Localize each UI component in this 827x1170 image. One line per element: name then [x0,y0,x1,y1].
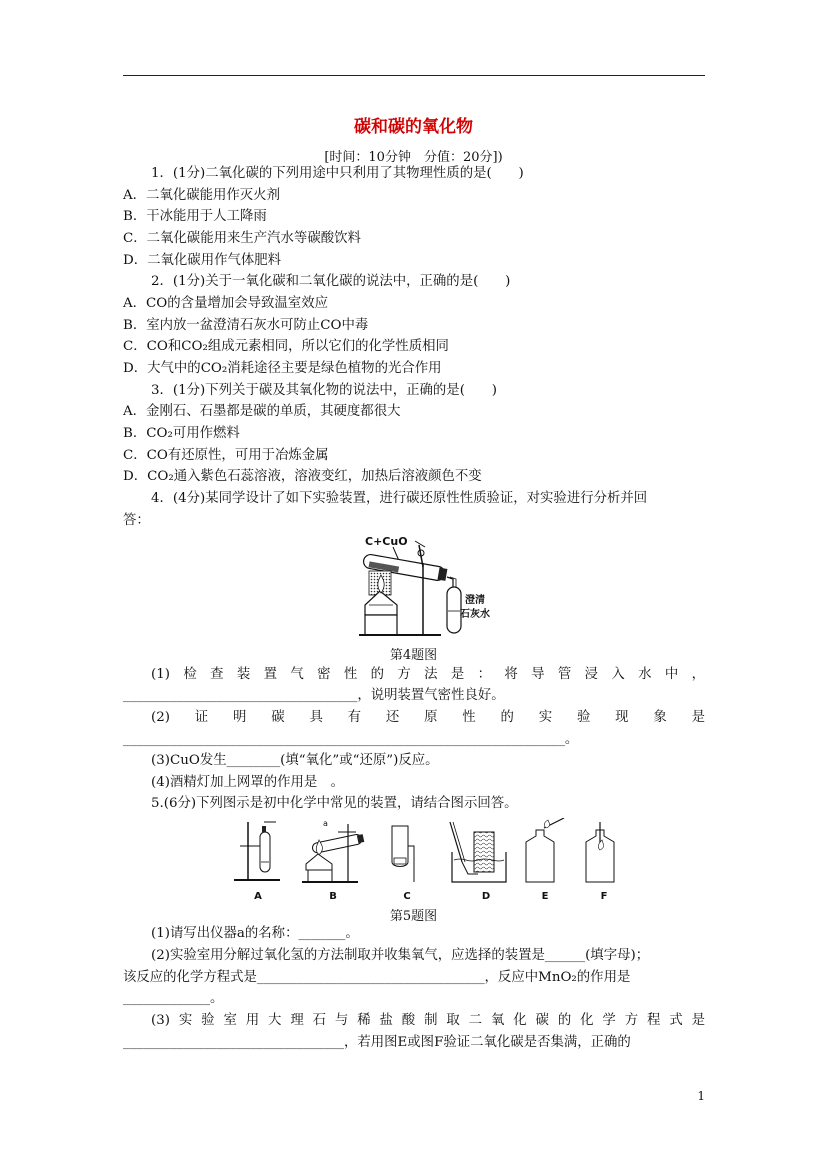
q4-part4: (4)酒精灯加上网罩的作用是 。 [151,775,345,790]
fig5-apparatus [230,818,630,904]
q4-stem-cont: 答： [123,513,150,528]
fig5-device-a [234,822,280,880]
fig5-device-c [392,826,416,882]
fig5-label-f: F [600,891,608,902]
fig5-label-e: E [541,891,549,902]
fig4-apparatus [355,533,505,641]
fig4-caption: 第4题图 [389,648,438,663]
fig5-device-f [586,822,614,882]
q3-stem: 3．(1分)下列关于碳及其氧化物的说法中，正确的是( ) [151,383,497,398]
q5-part3: (3)实验室用大理石与稀盐酸制取二氧化碳的化学方程式是 [151,1013,705,1028]
q5-part2-blank: _____________。 [123,991,224,1006]
fig5-device-e [526,818,564,882]
page-number: 1 [697,1089,705,1103]
q4-part1-blank: ___________________________________，说明装置气密性良好。 [123,688,505,703]
q4-part2-blank: __________________________________________________________________。 [123,732,579,747]
page-title: 碳和碳的氧化物 [354,117,473,137]
fig5-label-a: A [254,891,262,902]
q4-part2: (2)证明碳具有还原性的实验现象是 [151,710,705,725]
q5-stem: 5.(6分)下列图示是初中化学中常见的装置，请结合图示回答。 [151,796,518,811]
q3-option-d: D．CO₂通入紫色石蕊溶液，溶液变红，加热后溶液颜色不变 [123,469,482,484]
q3-option-a: A．金刚石、石墨都是碳的单质，其硬度都很大 [123,404,401,419]
q3-option-b: B．CO₂可用作燃料 [123,426,240,441]
q1-option-a: A．二氧化碳能用作灭火剂 [123,188,280,203]
q5-part1: (1)请写出仪器a的名称：_______。 [151,926,359,941]
q4-part1: (1)检查装置气密性的方法是：将导管浸入水中， [151,667,705,682]
q1-option-d: D．二氧化碳用作气体肥料 [123,253,282,268]
q5-part3-cont: _________________________________，若用图E或图F验证二氧化碳是否集满，正确的 [123,1035,631,1050]
fig5-device-d [450,822,506,882]
q1-stem: 1．(1分)二氧化碳的下列用途中只利用了其物理性质的是( ) [151,166,524,181]
fig5-device-b [302,819,365,882]
q2-stem: 2．(1分)关于一氧化碳和二氧化碳的说法中，正确的是( ) [151,274,511,289]
q2-option-c: C．CO和CO₂组成元素相同，所以它们的化学性质相同 [123,339,449,354]
fig4-reactant-label: C+CuO [365,535,408,548]
fig5-caption: 第5题图 [389,909,438,924]
q2-option-d: D．大气中的CO₂消耗途径主要是绿色植物的光合作用 [123,361,442,376]
fig5-label-small-a: a [323,819,328,828]
q2-option-a: A．CO的含量增加会导致温室效应 [123,296,328,311]
fig4-limewater-label-1: 澄清 [465,595,485,606]
q5-part2-cont: 该反应的化学方程式是__________________________________，反应中MnO₂的作用是 [123,970,631,985]
fig4-limewater-label-2: 石灰水 [460,609,490,620]
fig5-label-b: B [329,891,337,902]
q4-part3: (3)CuO发生________(填“氧化”或“还原”)反应。 [151,753,439,768]
time-score-info: [时间：10分钟 分值：20分]) [324,150,503,165]
fig5-label-d: D [481,891,491,902]
q4-stem: 4．(4分)某同学设计了如下实验装置，进行碳还原性性质验证，对实验进行分析并回 [151,491,648,506]
q1-option-b: B．干冰能用于人工降雨 [123,209,267,224]
fig5-label-c: C [403,891,411,902]
q5-part2: (2)实验室用分解过氧化氢的方法制取并收集氧气，应选择的装置是______(填字母)； [151,948,650,963]
q2-option-b: B．室内放一盆澄清石灰水可防止CO中毒 [123,318,369,333]
header-rule [123,75,705,76]
q3-option-c: C．CO有还原性，可用于冶炼金属 [123,448,329,463]
q1-option-c: C．二氧化碳能用来生产汽水等碳酸饮料 [123,231,361,246]
